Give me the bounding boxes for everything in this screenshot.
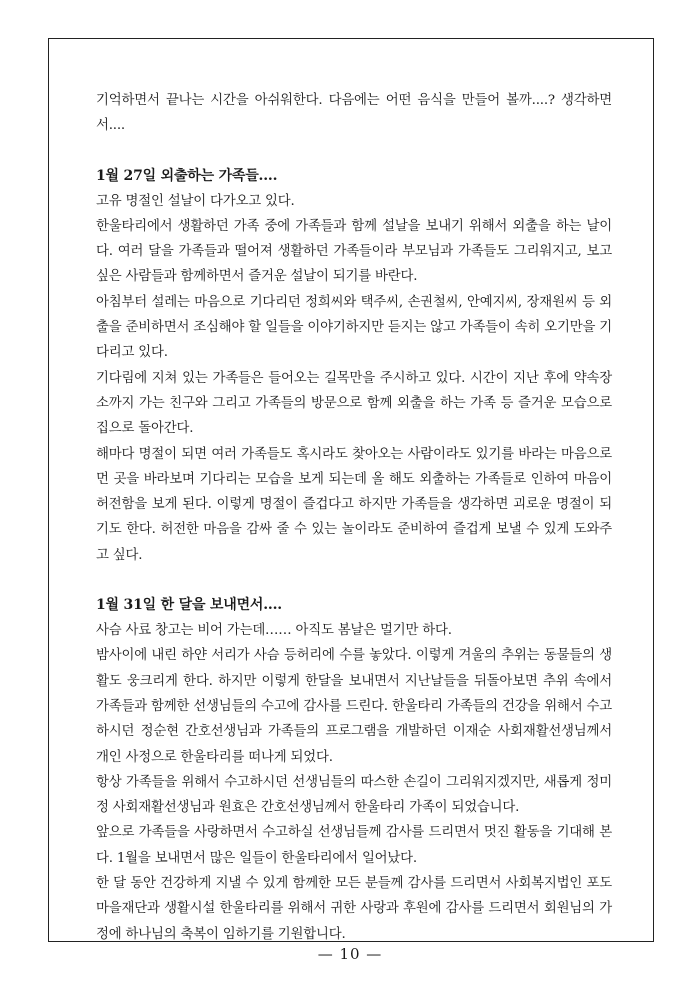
section-heading: 1월 27일 외출하는 가족들.... — [96, 167, 278, 184]
section-jan-31 — [96, 593, 612, 947]
paragraph: 해마다 명절이 되면 여러 가족들도 혹시라도 찾아오는 사람이라도 있기를 바라는 마음으로 먼 곳을 바라보며 기다리는 모습을 보게 되는데 올 해도 외출하는 가족들로 인하여 마음이 허전함을 보게 된다. 이렇게 명절이 즐겁다고 하지만 가족들을 생각하면 괴로운 명절이 되기도 한다. 허전한 마음을 감싸 줄 수 있는 놀이라도 준비하여 즐겁게 보낼 수 있게 도와주고 싶다. — [96, 446, 612, 563]
paragraph: 한 달 동안 건강하게 지낼 수 있게 함께한 모든 분들께 감사를 드리면서 사회복지법인 포도마을재단과 생활시설 한울타리를 위해서 귀한 사랑과 후원에 감사를 드리면서 회원님의 가정에 하나님의 축복이 임하기를 기원합니다. — [96, 876, 612, 942]
section-jan-27 — [96, 164, 612, 568]
paragraph: 고유 명절인 설날이 다가오고 있다. — [96, 193, 295, 209]
section-heading: 1월 31일 한 달을 보내면서.... — [96, 597, 282, 614]
paragraph: 항상 가족들을 위해서 수고하시던 선생님들의 따스한 손길이 그리워지겠지만, 새롭게 정미정 사회재활선생님과 원효은 간호선생님께서 한울타리 가족이 되었습니다. — [96, 774, 612, 816]
document-body — [96, 88, 612, 947]
paragraph: 기다림에 지쳐 있는 가족들은 들어오는 길목만을 주시하고 있다. 시간이 지난 후에 약속장소까지 가는 친구와 그리고 가족들의 방문으로 함께 외출을 하는 가족 등 즐거운 모습으로 집으로 돌아간다. — [96, 370, 612, 437]
page-number: — 10 — — [317, 945, 383, 963]
intro-paragraph: 기억하면서 끝나는 시간을 아쉬워한다. 다음에는 어떤 음식을 만들어 볼까....? 생각하면서.... — [96, 93, 612, 134]
paragraph: 아침부터 설레는 마음으로 기다리던 정희씨와 택주씨, 손권철씨, 안예지씨, 장재원씨 등 외출을 준비하면서 조심해야 할 일들을 이야기하지만 듣지는 않고 가족들이 속히 오기만을 기다리고 있다. — [96, 294, 612, 361]
paragraph: 밤사이에 내린 하얀 서리가 사슴 등허리에 수를 놓았다. 이렇게 겨울의 추위는 동물들의 생활도 웅크리게 한다. 하지만 이렇게 한달을 보내면서 지난날들을 뒤돌아보면 추위 속에서 가족들과 함께한 선생님들의 수고에 감사를 드린다. 한울타리 가족들의 건강을 위해서 수고 하시던 정순현 간호선생님과 가족들의 프로그램을 개발하던 이재순 사회재활선생님께서 개인 사정으로 한울타리를 떠나게 되었다. — [96, 648, 612, 765]
paragraph: 한울타리에서 생활하던 가족 중에 가족들과 함께 설날을 보내기 위해서 외출을 하는 날이다. 여러 달을 가족들과 떨어져 생활하던 가족들이라 부모님과 가족들도 그리워지고, 보고 싶은 사람들과 함께하면서 즐거운 설날이 되기를 바란다. — [96, 218, 612, 285]
paragraph: 앞으로 가족들을 사랑하면서 수고하실 선생님들께 감사를 드리면서 멋진 활동을 기대해 본다. 1월을 보내면서 많은 일들이 한울타리에서 일어났다. — [96, 825, 612, 866]
paragraph: 사슴 사료 창고는 비어 가는데…… 아직도 봄날은 멀기만 하다. — [96, 623, 452, 639]
